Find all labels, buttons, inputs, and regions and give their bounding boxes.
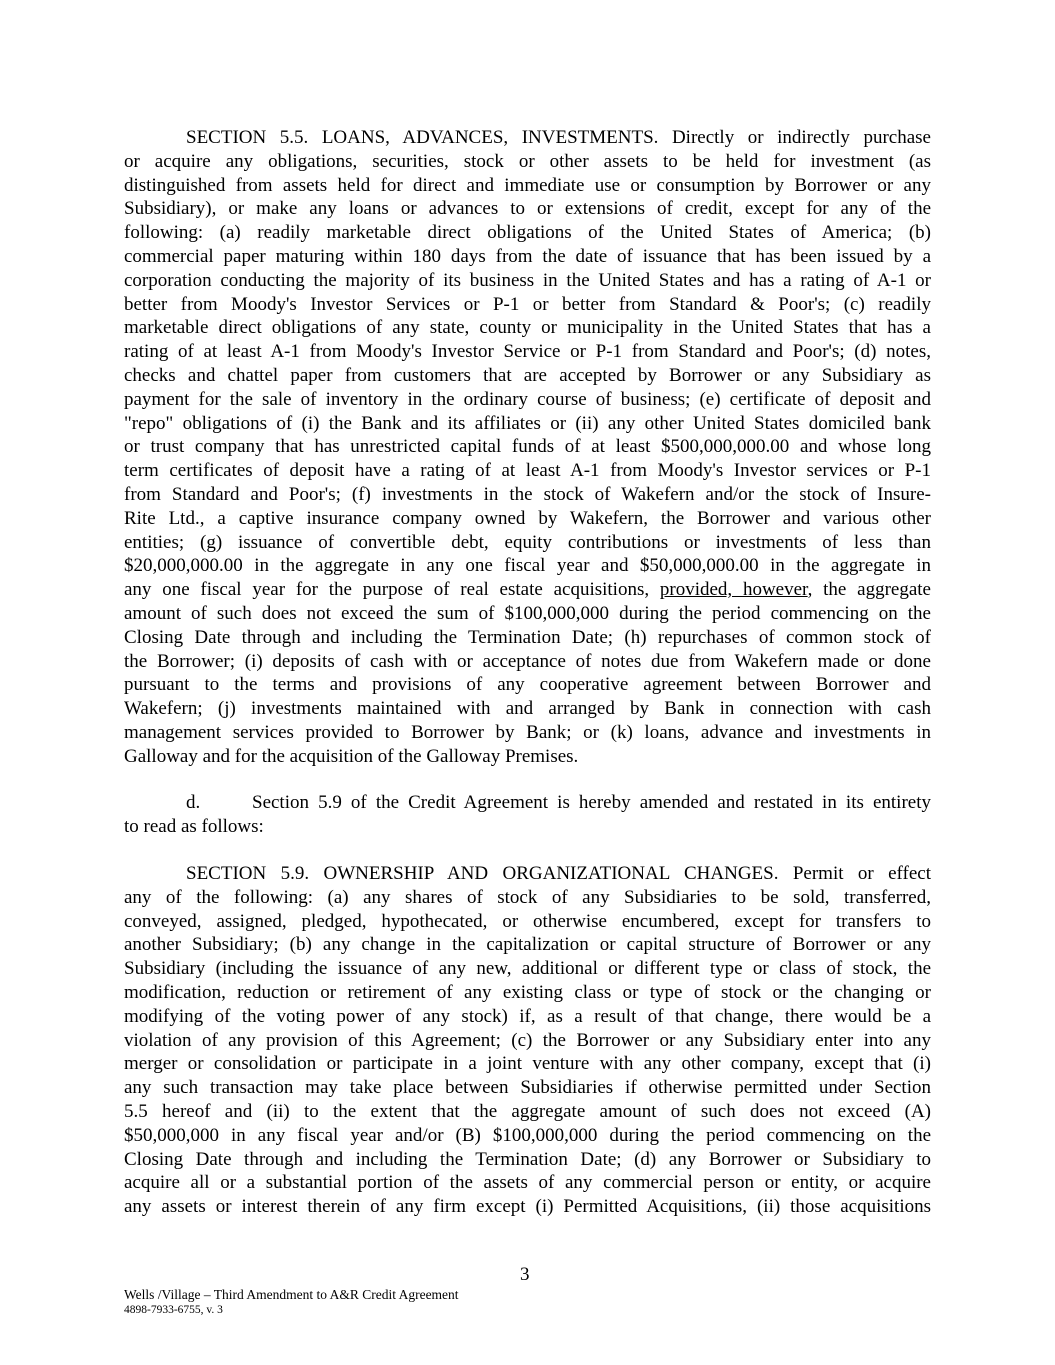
paragraph-line: Rite Ltd., a captive insurance company owned by Wakefern, the Borrower and various other xyxy=(124,507,931,529)
footer-doc-id: 4898-7933-6755, v. 3 xyxy=(124,1304,223,1316)
paragraph-line xyxy=(124,578,931,602)
paragraph-line: acquire all or a substantial portion of the assets of any commercial person or entity, or acquire xyxy=(124,1172,931,1194)
footer-title: Wells /Village – Third Amendment to A&R Credit Agreement xyxy=(124,1287,459,1302)
line-text: Section 5.9 of the Credit Agreement is hereby amended and restated in its entirety xyxy=(252,792,931,813)
paragraph-line: "repo" obligations of (i) the Bank and its affiliates or (ii) any other United States domiciled bank xyxy=(124,412,931,434)
paragraph-line: Wakefern; (j) investments maintained with and arranged by Bank in connection with cash xyxy=(124,698,931,720)
paragraph-line: 5.5 hereof and (ii) to the extent that the aggregate amount of such does not exceed (A) xyxy=(124,1100,931,1122)
paragraph-line: modification, reduction or retirement of any existing class or type of stock or the changing or xyxy=(124,981,931,1003)
paragraph-line: management services provided to Borrower by Bank; or (k) loans, advance and investments in xyxy=(124,721,931,743)
amendment-d-paragraph xyxy=(124,791,931,839)
paragraph-line: pursuant to the terms and provisions of any cooperative agreement between Borrower and xyxy=(124,674,931,696)
paragraph-line: violation of any provision of this Agreement; (c) the Borrower or any Subsidiary enter into any xyxy=(124,1029,931,1051)
paragraph-line: marketable direct obligations of any state, county or municipality in the United States that has a xyxy=(124,317,931,339)
paragraph-line: better from Moody's Investor Services or P-1 or better from Standard & Poor's; (c) readily xyxy=(124,293,931,315)
paragraph-line: any such transaction may take place between Subsidiaries if otherwise permitted under Section xyxy=(124,1077,931,1099)
paragraph-line: checks and chattel paper from customers that are accepted by Borrower or any Subsidiary as xyxy=(124,364,931,386)
paragraph-line: Closing Date through and including the Termination Date; (d) any Borrower or Subsidiary to xyxy=(124,1148,931,1170)
paragraph-line: SECTION 5.9. OWNERSHIP AND ORGANIZATIONAL CHANGES. Permit or effect xyxy=(186,863,931,884)
paragraph-line: corporation conducting the majority of its business in the United States and has a rating of A-1 or xyxy=(124,269,931,291)
paragraph-line: commercial paper maturing within 180 days from the date of issuance that has been issued by a xyxy=(124,245,931,267)
page-number: 3 xyxy=(520,1264,530,1285)
paragraph-line: another Subsidiary; (b) any change in the capitalization or capital structure of Borrower or any xyxy=(124,934,931,956)
underlined-term: provided, however xyxy=(659,579,808,601)
section-5-9-paragraph xyxy=(124,862,931,1219)
paragraph-line: Subsidiary (including the issuance of any new, additional or different type or class of stock, the xyxy=(124,958,931,980)
paragraph-line: term certificates of deposit have a rating of at least A-1 from Moody's Investor services or P-1 xyxy=(124,460,931,482)
section-5-5-paragraph xyxy=(124,126,931,769)
paragraph-line: distinguished from assets held for direct and immediate use or consumption by Borrower or any xyxy=(124,174,931,196)
paragraph-line: or trust company that has unrestricted capital funds of at least $500,000,000.00 and whose long xyxy=(124,436,931,458)
paragraph-line: conveyed, assigned, pledged, hypothecated, or otherwise encumbered, except for transfers to xyxy=(124,910,931,932)
paragraph-line: SECTION 5.5. LOANS, ADVANCES, INVESTMENTS. Directly or indirectly purchase xyxy=(186,127,931,148)
paragraph-line: any assets or interest therein of any firm except (i) Permitted Acquisitions, (ii) those acquisitions xyxy=(124,1196,931,1218)
paragraph-line: from Standard and Poor's; (f) investments in the stock of Wakefern and/or the stock of Insure- xyxy=(124,483,931,505)
paragraph-line: Closing Date through and including the Termination Date; (h) repurchases of common stock of xyxy=(124,626,931,648)
paragraph-line: any of the following: (a) any shares of stock of any Subsidiaries to be sold, transferred, xyxy=(124,886,931,908)
paragraph-line: modifying of the voting power of any stock) if, as a result of that change, there would be a xyxy=(124,1005,931,1027)
paragraph-line: $50,000,000 in any fiscal year and/or (B) $100,000,000 during the period commencing on the xyxy=(124,1124,931,1146)
paragraph-line: the Borrower; (i) deposits of cash with or acceptance of notes due from Wakefern made or done xyxy=(124,650,931,672)
paragraph-line: Galloway and for the acquisition of the Galloway Premises. xyxy=(124,745,579,767)
paragraph-line xyxy=(124,791,931,815)
paragraph-line: $20,000,000.00 in the aggregate in any one fiscal year and $50,000,000.00 in the aggregate in xyxy=(124,555,931,577)
paragraph-line: amount of such does not exceed the sum of $100,000,000 during the period commencing on the xyxy=(124,602,931,624)
paragraph-line: payment for the sale of inventory in the ordinary course of business; (e) certificate of deposit and xyxy=(124,388,931,410)
line-text: any one fiscal year for the purpose of real estate acquisitions, xyxy=(124,579,660,601)
paragraph-line: following: (a) readily marketable direct obligations of the United States of America; (b) xyxy=(124,222,931,244)
line-text: , the aggregate xyxy=(807,579,931,601)
paragraph-line: merger or consolidation or participate in a joint venture with any other company, except that (i) xyxy=(124,1053,931,1075)
paragraph-line: entities; (g) issuance of convertible debt, equity contributions or investments of less than xyxy=(124,531,931,553)
list-marker: d. xyxy=(186,792,201,813)
paragraph-line: or acquire any obligations, securities, stock or other assets to be held for investment (as xyxy=(124,150,931,172)
paragraph-line: to read as follows: xyxy=(124,815,264,837)
paragraph-line: Subsidiary), or make any loans or advances to or extensions of credit, except for any of the xyxy=(124,198,931,220)
paragraph-line: rating of at least A-1 from Moody's Investor Service or P-1 from Standard and Poor's; (d) notes, xyxy=(124,341,931,363)
